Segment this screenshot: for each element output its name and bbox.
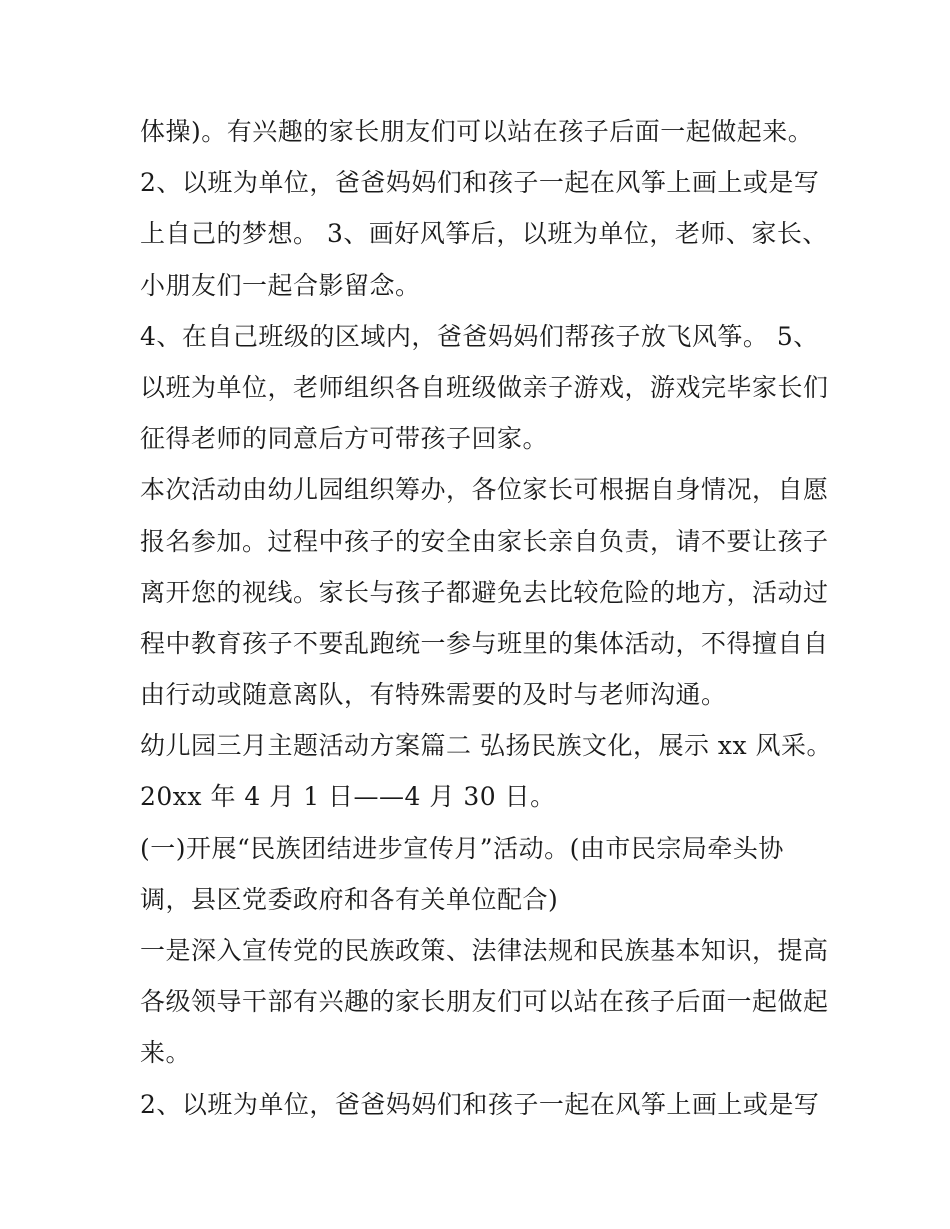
text-line: 各级领导干部有兴趣的家长朋友们可以站在孩子后面一起做起: [140, 987, 829, 1017]
text-line: 以班为单位，老师组织各自班级做亲子游戏，游戏完毕家长们: [140, 372, 829, 402]
text-line: (一)开展“民族团结进步宣传月”活动。(由市民宗局牵头协: [140, 833, 784, 863]
text-line: 征得老师的同意后方可带孩子回家。: [140, 424, 549, 454]
text-line: 来。: [140, 1038, 192, 1068]
text-line: 离开您的视线。家长与孩子都避免去比较危险的地方，活动过: [140, 577, 829, 607]
text-line: 上自己的梦想。 3、画好风筝后，以班为单位，老师、家长、: [140, 219, 828, 249]
text-line: 2、以班为单位，爸爸妈妈们和孩子一起在风筝上画上或是写: [140, 1089, 820, 1119]
text-line: 调，县区党委政府和各有关单位配合): [140, 884, 559, 914]
text-line: 体操)。有兴趣的家长朋友们可以站在孩子后面一起做起来。: [140, 117, 814, 146]
text-line: 20xx 年 4 月 1 日——4 月 30 日。: [140, 782, 556, 812]
text-line: 程中教育孩子不要乱跑统一参与班里的集体活动，不得擅自自: [140, 628, 829, 658]
text-line: 幼儿园三月主题活动方案篇二 弘扬民族文化，展示 xx 风采。: [140, 731, 833, 761]
text-line: 由行动或随意离队，有特殊需要的及时与老师沟通。: [140, 680, 727, 710]
document-text-body: [140, 106, 833, 1130]
text-line: 一是深入宣传党的民族政策、法律法规和民族基本知识，提高: [140, 936, 829, 965]
text-line: 4、在自己班级的区域内，爸爸妈妈们帮孩子放飞风筝。 5、: [140, 321, 819, 351]
text-line: 2、以班为单位，爸爸妈妈们和孩子一起在风筝上画上或是写: [140, 168, 820, 198]
text-line: 报名参加。过程中孩子的安全由家长亲自负责，请不要让孩子: [140, 526, 829, 556]
text-line: 本次活动由幼儿园组织筹办，各位家长可根据自身情况，自愿: [140, 475, 829, 505]
text-line: 小朋友们一起合影留念。: [140, 270, 421, 300]
